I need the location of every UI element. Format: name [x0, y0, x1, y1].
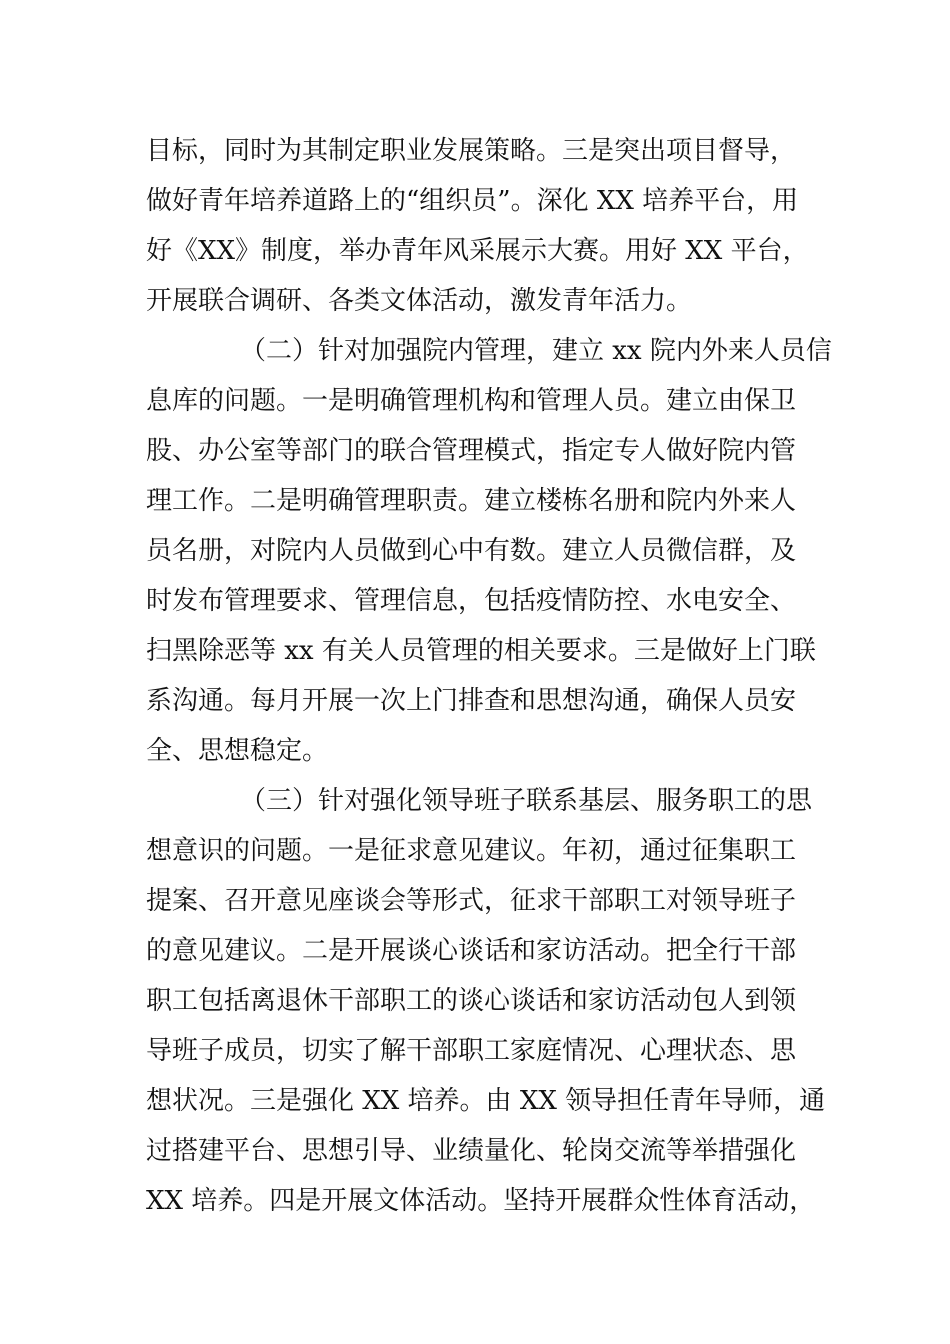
- text-line: 股、办公室等部门的联合管理模式，指定专人做好院内管: [146, 436, 797, 466]
- text-line: 开展联合调研、各类文体活动，激发青年活力。: [146, 286, 693, 316]
- text-line: 理工作。二是明确管理职责。建立楼栋名册和院内外来人: [146, 486, 797, 516]
- text-line: 想状况。三是强化 XX 培养。由 XX 领导担任青年导师，通: [146, 1086, 826, 1116]
- text-line: 职工包括离退休干部职工的谈心谈话和家访活动包人到领: [146, 986, 797, 1016]
- text-line: 息库的问题。一是明确管理机构和管理人员。建立由保卫: [146, 386, 797, 416]
- body-text: [146, 126, 832, 1226]
- text-line: 想意识的问题。一是征求意见建议。年初，通过征集职工: [146, 836, 797, 866]
- text-line: 导班子成员，切实了解干部职工家庭情况、心理状态、思: [146, 1036, 797, 1066]
- text-line: 的意见建议。二是开展谈心谈话和家访活动。把全行干部: [146, 936, 797, 966]
- text-line: 员名册，对院内人员做到心中有数。建立人员微信群，及: [146, 536, 797, 566]
- text-line: 全、思想稳定。: [146, 736, 329, 766]
- text-line: 时发布管理要求、管理信息，包括疫情防控、水电安全、: [146, 586, 797, 616]
- text-line: 做好青年培养道路上的“组织员”。深化 XX 培养平台，用: [146, 186, 799, 216]
- text-line: 扫黑除恶等 xx 有关人员管理的相关要求。三是做好上门联: [146, 636, 816, 666]
- text-line: 系沟通。每月开展一次上门排查和思想沟通，确保人员安: [146, 686, 797, 716]
- section-heading-2: （二）针对加强院内管理，建立 xx 院内外来人员信: [240, 336, 832, 366]
- text-line: XX 培养。四是开展文体活动。坚持开展群众性体育活动，: [146, 1186, 816, 1216]
- section-heading-3: （三）针对强化领导班子联系基层、服务职工的思: [240, 786, 813, 816]
- text-line: 提案、召开意见座谈会等形式，征求干部职工对领导班子: [146, 886, 797, 916]
- text-line: 过搭建平台、思想引导、业绩量化、轮岗交流等举措强化: [146, 1136, 797, 1166]
- text-line: 目标，同时为其制定职业发展策略。三是突出项目督导，: [146, 136, 797, 166]
- text-line: 好《XX》制度，举办青年风采展示大赛。用好 XX 平台，: [146, 236, 809, 266]
